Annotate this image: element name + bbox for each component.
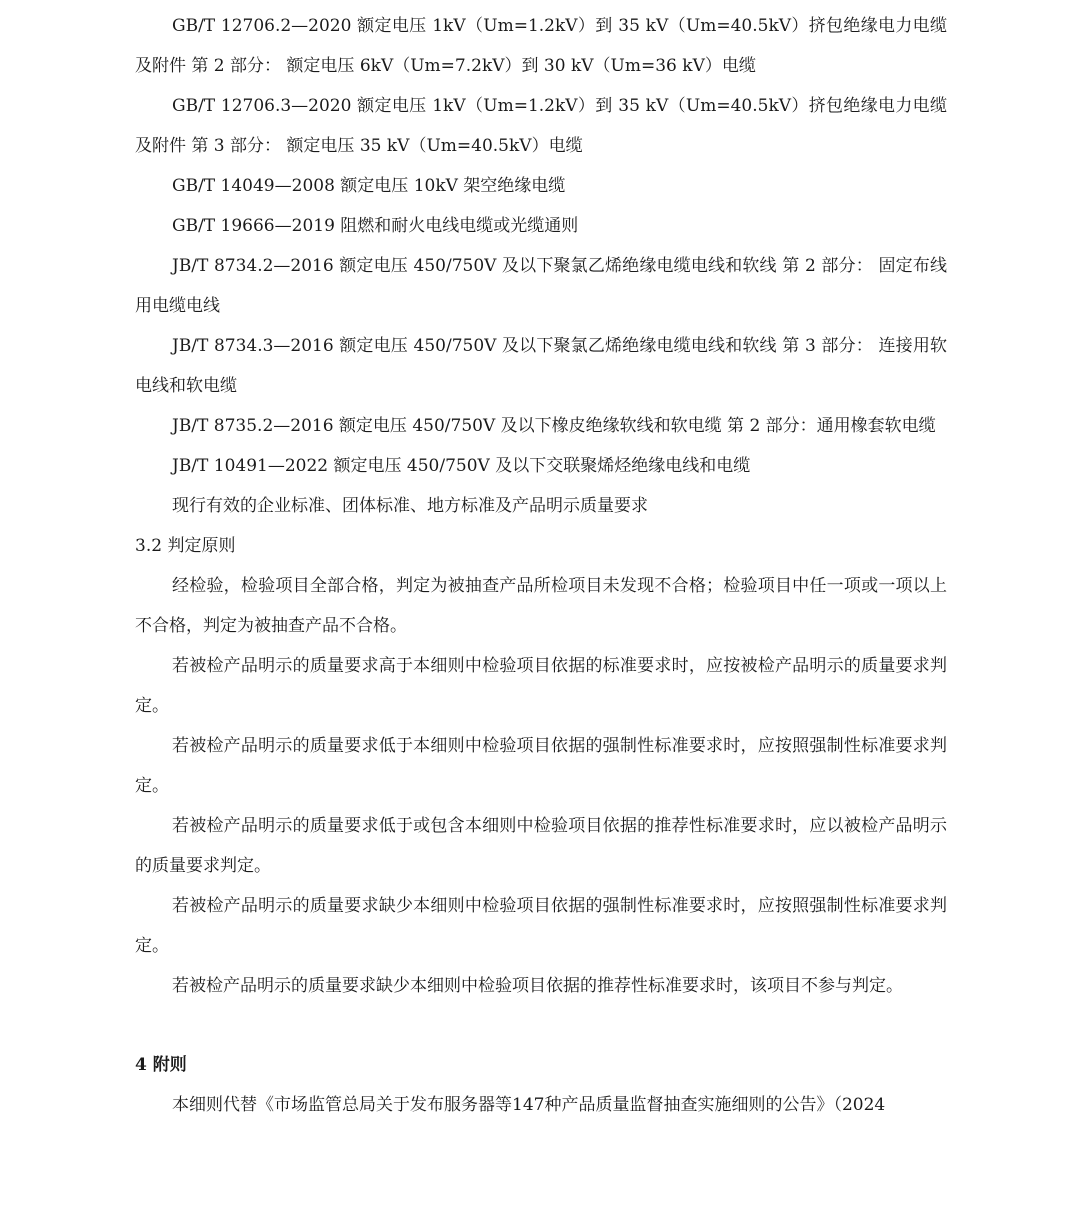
principle-paragraph: 若被检产品明示的质量要求低于本细则中检验项目依据的强制性标准要求时，应按照强制性标准要求判定。	[135, 736, 947, 796]
standard-item: JB/T 8734.2—2016 额定电压 450/750V 及以下聚氯乙烯绝缘电缆电线和软线 第 2 部分： 固定布线用电缆电线	[135, 256, 947, 316]
standard-item: GB/T 14049—2008 额定电压 10kV 架空绝缘电缆	[172, 176, 566, 196]
standard-item: JB/T 8734.3—2016 额定电压 450/750V 及以下聚氯乙烯绝缘电缆电线和软线 第 3 部分： 连接用软电线和软电缆	[135, 336, 947, 396]
standard-item: 现行有效的企业标准、团体标准、地方标准及产品明示质量要求	[172, 496, 648, 516]
standard-item: JB/T 8735.2—2016 额定电压 450/750V 及以下橡皮绝缘软线和软电缆 第 2 部分：通用橡套软电缆	[172, 416, 936, 436]
section-spacer	[135, 1006, 947, 1045]
section-4-heading: 4 附则	[135, 1055, 187, 1075]
standard-item: JB/T 10491—2022 额定电压 450/750V 及以下交联聚烯烃绝缘电线和电缆	[172, 456, 751, 476]
section-3-2-heading: 3.2 判定原则	[135, 536, 236, 556]
principle-paragraph: 若被检产品明示的质量要求缺少本细则中检验项目依据的推荐性标准要求时，该项目不参与判定。	[172, 976, 903, 996]
principle-paragraph: 若被检产品明示的质量要求缺少本细则中检验项目依据的强制性标准要求时，应按照强制性标准要求判定。	[135, 896, 947, 956]
standards-list	[135, 6, 947, 526]
supplementary-paragraph: 本细则代替《市场监管总局关于发布服务器等147种产品质量监督抽查实施细则的公告》（2024	[172, 1095, 886, 1115]
principle-paragraph: 经检验，检验项目全部合格，判定为被抽查产品所检项目未发现不合格；检验项目中任一项或一项以上不合格，判定为被抽查产品不合格。	[135, 576, 947, 636]
standard-item: GB/T 12706.2—2020 额定电压 1kV（Um=1.2kV）到 35 kV（Um=40.5kV）挤包绝缘电力电缆及附件 第 2 部分： 额定电压 6kV（Um=7.2kV）到 30 kV（Um=36 kV）电缆	[135, 16, 947, 76]
principle-paragraph: 若被检产品明示的质量要求高于本细则中检验项目依据的标准要求时，应按被检产品明示的质量要求判定。	[135, 656, 947, 716]
standard-item: GB/T 19666—2019 阻燃和耐火电线电缆或光缆通则	[172, 216, 579, 236]
standard-item: GB/T 12706.3—2020 额定电压 1kV（Um=1.2kV）到 35 kV（Um=40.5kV）挤包绝缘电力电缆及附件 第 3 部分： 额定电压 35 kV（Um=40.5kV）电缆	[135, 96, 947, 156]
principle-paragraph: 若被检产品明示的质量要求低于或包含本细则中检验项目依据的推荐性标准要求时，应以被检产品明示的质量要求判定。	[135, 816, 947, 876]
judgement-principles	[135, 566, 947, 1006]
document-page	[135, 0, 947, 1125]
